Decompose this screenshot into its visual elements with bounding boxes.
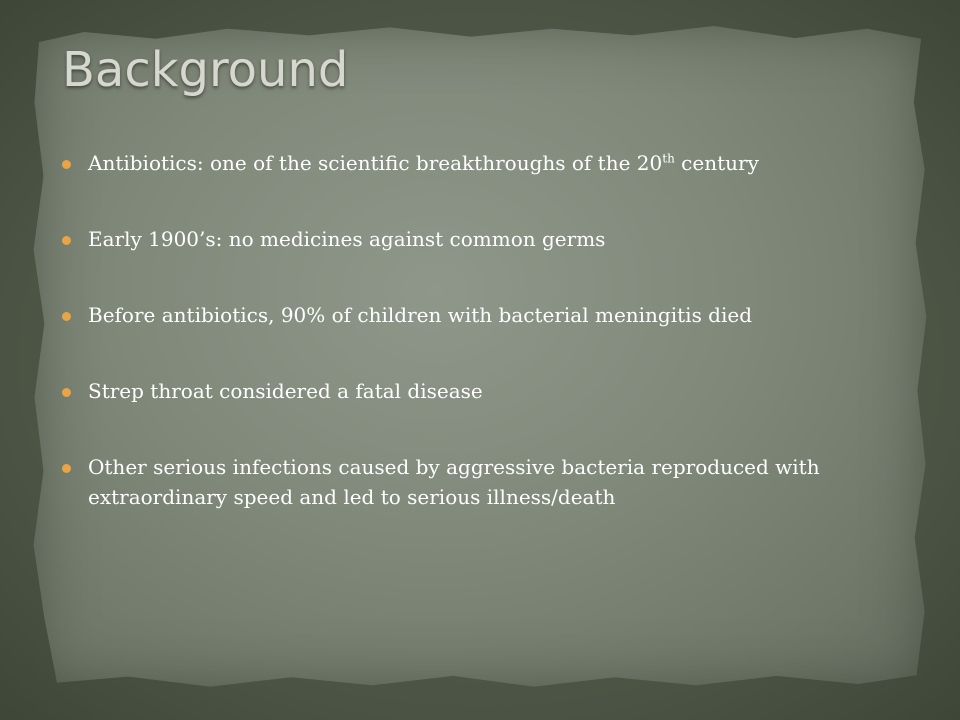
- bullet-text: Early 1900’s: no medicines against common germs: [88, 227, 606, 251]
- bullet-dot-icon: [62, 312, 71, 321]
- bullet-dot-icon: [62, 388, 71, 397]
- bullet-item: [62, 148, 912, 178]
- bullet-item: [62, 224, 912, 254]
- bullet-item: [62, 452, 912, 512]
- bullet-text: Strep throat considered a fatal disease: [88, 379, 483, 403]
- bullet-dot-icon: [62, 236, 71, 245]
- bullet-item: [62, 376, 912, 406]
- bullet-superscript: th: [662, 151, 675, 166]
- slide-title: Background: [62, 42, 349, 98]
- bullet-dot-icon: [62, 160, 71, 169]
- bullet-dot-icon: [62, 464, 71, 473]
- bullet-list: [62, 148, 912, 558]
- bullet-text: Before antibiotics, 90% of children with bacterial meningitis died: [88, 303, 753, 327]
- bullet-item: [62, 300, 912, 330]
- bullet-text: Antibiotics: one of the scientific breakthroughs of the 20: [88, 151, 663, 175]
- bullet-text-suffix: century: [674, 151, 759, 175]
- bullet-text: Other serious infections caused by aggressive bacteria reproduced with extraordinary speed and led to serious illness/death: [88, 455, 820, 509]
